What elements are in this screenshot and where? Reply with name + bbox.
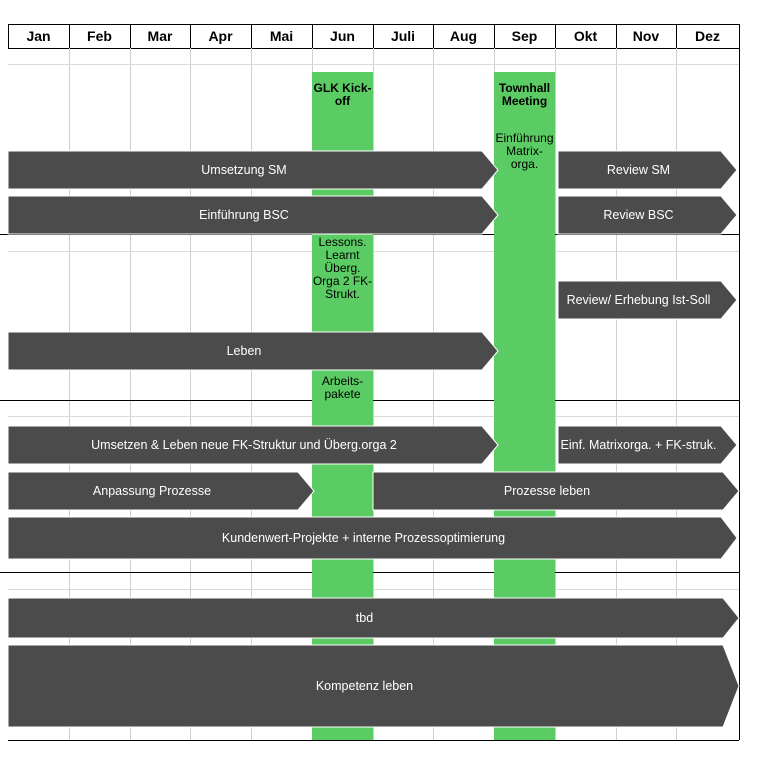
header-divider	[494, 24, 495, 48]
month-okt: Okt	[573, 28, 598, 44]
bar-label: Einführung BSC	[199, 208, 289, 222]
glk-kickoff-label: GLK Kick- off	[313, 81, 372, 108]
bar-tbd	[8, 598, 739, 638]
arbeitspakete-label: Arbeits- pakete	[321, 374, 364, 401]
header-divider	[190, 24, 191, 48]
bar-label: Anpassung Prozesse	[92, 484, 212, 498]
green-column-sep	[494, 72, 555, 740]
bar-label: Umsetzen & Leben neue FK-Struktur und Überg.orga 2	[91, 438, 397, 452]
townhall-meeting-label: Townhall Meeting	[498, 81, 551, 108]
bar-label: Leben	[226, 344, 262, 358]
bar-label: tbd	[355, 611, 374, 625]
month-sep: Sep	[511, 28, 538, 44]
bar-label: Kompetenz leben	[315, 679, 414, 693]
bar-kundenwert	[8, 517, 737, 559]
month-feb: Feb	[87, 28, 112, 44]
header-divider	[373, 24, 374, 48]
bar-label: Review/ Erhebung Ist-Soll	[566, 293, 711, 307]
row-grid-line	[8, 251, 739, 252]
bar-label: Umsetzung SM	[201, 163, 287, 177]
bar-einfuehrung-bsc	[8, 196, 498, 234]
month-apr: Apr	[208, 28, 233, 44]
month-jan: Jan	[26, 28, 51, 44]
month-nov: Nov	[632, 28, 660, 44]
header-divider	[312, 24, 313, 48]
bar-review-bsc	[558, 196, 737, 234]
bar-prozesse-leben	[373, 472, 739, 510]
month-juli: Juli	[390, 28, 416, 44]
lessons-learnt-label: Lessons. Learnt Überg. Orga 2 FK-Strukt.	[312, 235, 373, 301]
header-divider	[130, 24, 131, 48]
bar-review-sm	[558, 151, 737, 189]
header-divider	[251, 24, 252, 48]
row-grid-line	[8, 589, 739, 590]
bottom-border	[8, 740, 739, 741]
month-mar: Mar	[147, 28, 173, 44]
bar-review-erhebung	[558, 281, 737, 319]
bar-label: Einf. Matrixorga. + FK-struk.	[560, 438, 717, 452]
row-grid-line	[8, 64, 739, 65]
header-divider	[616, 24, 617, 48]
header-divider	[555, 24, 556, 48]
header-divider	[69, 24, 70, 48]
bar-anpassung-prozesse	[8, 472, 314, 510]
month-aug: Aug	[449, 28, 478, 44]
bar-label: Review BSC	[603, 208, 674, 222]
bar-label: Review SM	[606, 163, 671, 177]
bar-kompetenz-leben	[8, 645, 739, 727]
header-divider	[676, 24, 677, 48]
bar-umsetzen-leben	[8, 426, 498, 464]
month-dez: Dez	[695, 28, 720, 44]
bar-einf-matrixorga	[558, 426, 737, 464]
einfuehrung-matrixorga-label: Einführung Matrix- orga.	[495, 131, 554, 171]
right-border	[739, 24, 740, 740]
month-mai: Mai	[269, 28, 294, 44]
bar-label: Prozesse leben	[503, 484, 591, 498]
month-jun: Jun	[330, 28, 355, 44]
bar-label: Kundenwert-Projekte + interne Prozessoptimierung	[221, 531, 506, 545]
bar-leben	[8, 332, 498, 370]
bar-umsetzung-sm	[8, 151, 498, 189]
header-divider	[433, 24, 434, 48]
header-divider	[8, 24, 9, 48]
row-grid-line	[8, 416, 739, 417]
